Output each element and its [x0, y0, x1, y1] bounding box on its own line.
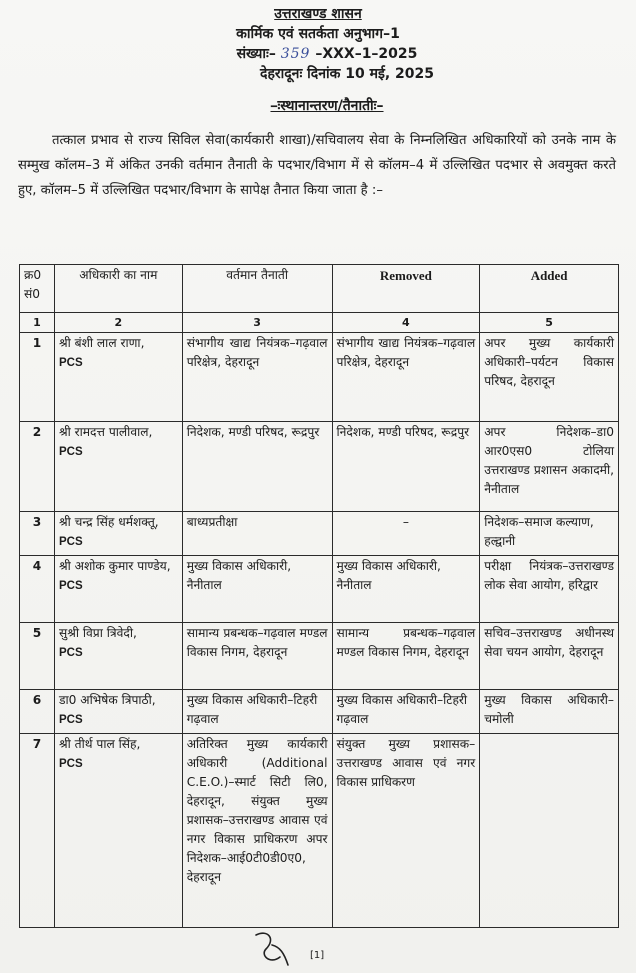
officer-cadre: PCS	[58, 580, 83, 592]
serial-number: 1	[20, 333, 55, 422]
number-label: संख्याः–	[236, 46, 276, 62]
column-number: 2	[54, 313, 182, 333]
current-posting: सामान्य प्रबन्धक–गढ़वाल मण्डल विकास निगम, देहरादून	[182, 623, 332, 690]
removed-posting: संभागीय खाद्य नियंत्रक–गढ़वाल परिक्षेत्र, देहरादून	[332, 333, 480, 422]
handwritten-number: 359	[280, 46, 311, 62]
column-number: 3	[182, 313, 332, 333]
officer-name: श्री अशोक कुमार पाण्डेय,	[58, 559, 171, 573]
added-posting: मुख्य विकास अधिकारी–चमोली	[480, 690, 619, 734]
serial-number: 4	[20, 556, 55, 623]
officer-name: सुश्री विप्रा त्रिवेदी,	[58, 626, 137, 640]
officer-cadre: PCS	[58, 714, 83, 726]
serial-number: 5	[20, 623, 55, 690]
column-number: 4	[332, 313, 480, 333]
header-added: Added	[480, 265, 619, 313]
officer-cell	[54, 333, 182, 422]
removed-posting: संयुक्त मुख्य प्रशासक–उत्तराखण्ड आवास एवं नगर विकास प्राधिकरण	[332, 734, 480, 928]
officer-name: श्री चन्द्र सिंह धर्मशक्तू,	[58, 515, 159, 529]
officer-cadre: PCS	[58, 758, 83, 770]
subject-line: –ःस्थानान्तरण/तैनातीः–	[270, 98, 384, 114]
officer-name: श्री रामदत्त पालीवाल,	[58, 425, 153, 439]
serial-number: 3	[20, 512, 55, 556]
added-posting: अपर निदेशक–डा0 आर0एस0 टोलिया उत्तराखण्ड प्रशासन अकादमी, नैनीताल	[480, 422, 619, 512]
letter-number	[12, 44, 624, 64]
table-header-row	[20, 265, 619, 313]
header-removed: Removed	[332, 265, 480, 313]
current-posting: संभागीय खाद्य नियंत्रक–गढ़वाल परिक्षेत्र, देहरादून	[182, 333, 332, 422]
page-number: [1]	[310, 950, 325, 961]
current-posting: निदेशक, मण्डी परिषद, रूद्रपुर	[182, 422, 332, 512]
added-posting: सचिव–उत्तराखण्ड अधीनस्थ सेवा चयन आयोग, देहरादून	[480, 623, 619, 690]
officer-cadre: PCS	[58, 357, 83, 369]
officer-cadre: PCS	[58, 647, 83, 659]
officer-cell	[54, 512, 182, 556]
officer-cell	[54, 422, 182, 512]
serial-number: 6	[20, 690, 55, 734]
section-title: कार्मिक एवं सतर्कता अनुभाग–1	[236, 26, 400, 42]
transfer-table	[19, 264, 619, 928]
added-posting: परीक्षा नियंत्रक–उत्तराखण्ड लोक सेवा आयोग, हरिद्वार	[480, 556, 619, 623]
table-row	[20, 690, 619, 734]
officer-cell	[54, 734, 182, 928]
officer-name: श्री तीर्थ पाल सिंह,	[58, 737, 141, 751]
officer-cell	[54, 623, 182, 690]
current-posting: मुख्य विकास अधिकारी–टिहरी गढ़वाल	[182, 690, 332, 734]
officer-cell	[54, 690, 182, 734]
table-row	[20, 512, 619, 556]
removed-posting: –	[332, 512, 480, 556]
government-title: उत्तराखण्ड शासन	[274, 6, 362, 22]
current-posting: अतिरिक्त मुख्य कार्यकारी अधिकारी (Additional C.E.O.)–स्मार्ट सिटी लि0, देहरादून, संयुक्त मुख्य प्रशासक–उत्तराखण्ड आवास एवं नगर विकास प्राधिकरण अपर निदेशक–आई0टी0डी0ए0, देहरादून	[182, 734, 332, 928]
removed-posting: मुख्य विकास अधिकारी–टिहरी गढ़वाल	[332, 690, 480, 734]
current-posting: बाध्यप्रतीक्षा	[182, 512, 332, 556]
added-posting: अपर मुख्य कार्यकारी अधिकारी–पर्यटन विकास परिषद, देहरादून	[480, 333, 619, 422]
handwritten-initial-mark	[250, 925, 294, 969]
serial-number: 2	[20, 422, 55, 512]
letter-header	[12, 0, 624, 116]
column-number-row	[20, 313, 619, 333]
added-posting	[480, 734, 619, 928]
number-suffix: –XXX–1–2025	[315, 46, 418, 62]
officer-cell	[54, 556, 182, 623]
table-row	[20, 623, 619, 690]
removed-posting: मुख्य विकास अधिकारी, नैनीताल	[332, 556, 480, 623]
column-number: 1	[20, 313, 55, 333]
table-row	[20, 333, 619, 422]
header-serial: क्र0 सं0	[20, 265, 55, 313]
removed-posting: निदेशक, मण्डी परिषद, रूद्रपुर	[332, 422, 480, 512]
header-current-posting: वर्तमान तैनाती	[182, 265, 332, 313]
table-row	[20, 734, 619, 928]
officer-cadre: PCS	[58, 536, 83, 548]
current-posting: मुख्य विकास अधिकारी, नैनीताल	[182, 556, 332, 623]
table-row	[20, 422, 619, 512]
column-number: 5	[480, 313, 619, 333]
officer-cadre: PCS	[58, 446, 83, 458]
officer-name: श्री बंशी लाल राणा,	[58, 336, 145, 350]
intro-paragraph: तत्काल प्रभाव से राज्य सिविल सेवा(कार्यकारी शाखा)/सचिवालय सेवा के निम्नलिखित अधिकारियों को उनके नाम के सम्मुख कॉलम–3 में अंकित उनकी वर्तमान तैनाती के पदभार/विभाग में से कॉलम–4 में उल्लिखित पदभार से अवमुक्त करते हुए, कॉलम–5 में उल्लिखित पदभार/विभाग के सापेक्ष तैनात किया जाता है :–	[18, 133, 616, 198]
header-officer-name: अधिकारी का नाम	[54, 265, 182, 313]
officer-name: डा0 अभिषेक त्रिपाठी,	[58, 693, 156, 707]
serial-number: 7	[20, 734, 55, 928]
table-row	[20, 556, 619, 623]
added-posting: निदेशक–समाज कल्याण, हल्द्वानी	[480, 512, 619, 556]
removed-posting: सामान्य प्रबन्धक–गढ़वाल मण्डल विकास निगम, देहरादून	[332, 623, 480, 690]
place-date: देहरादूनः दिनांक 10 मई, 2025	[260, 66, 434, 82]
